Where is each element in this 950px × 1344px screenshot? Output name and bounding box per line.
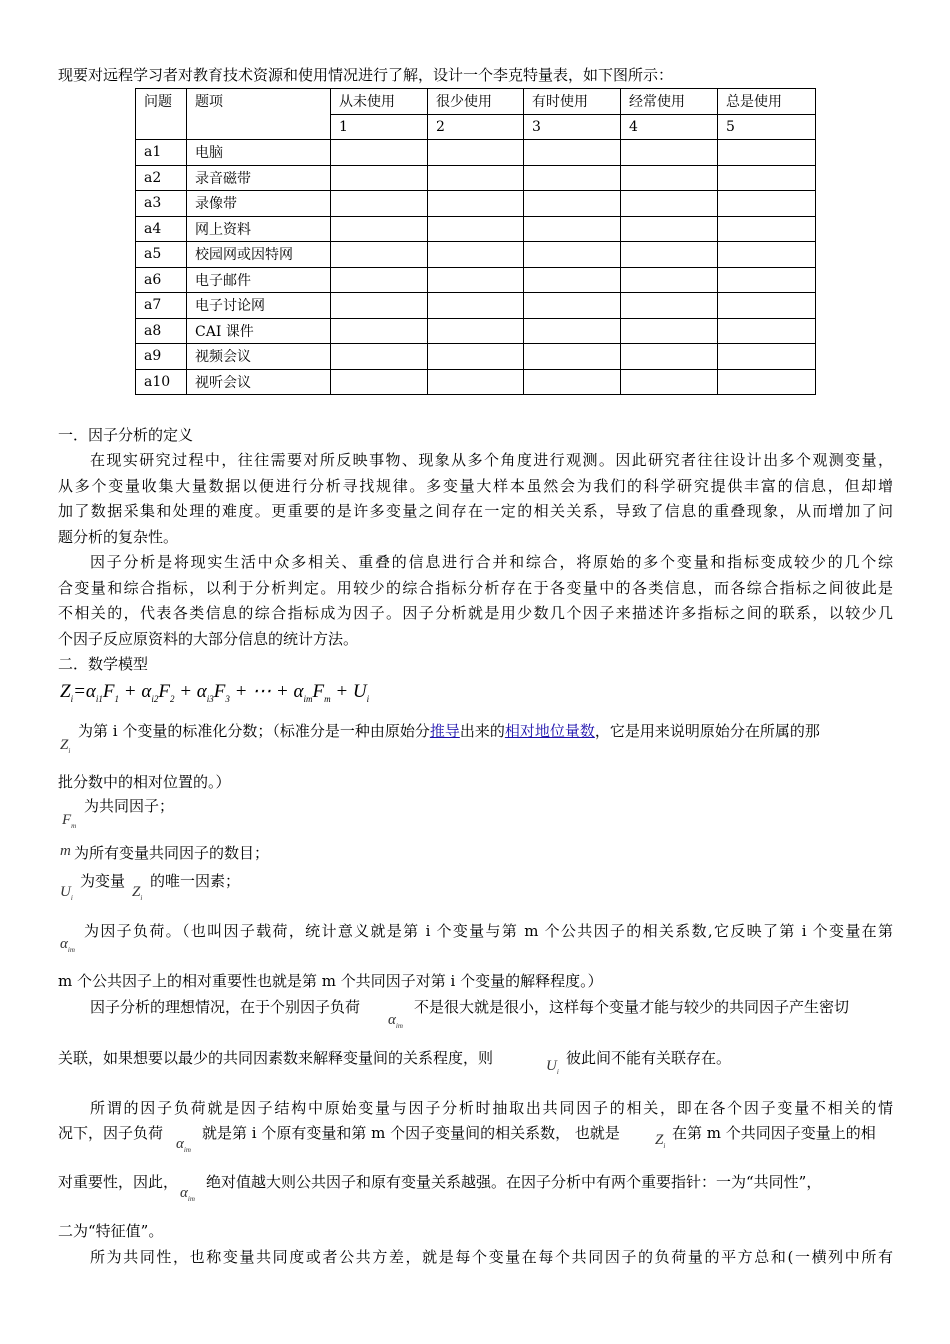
intro-text: 现要对远程学习者对教育技术资源和使用情况进行了解，设计一个李克特量表，如下图所示：	[58, 66, 674, 84]
u-definition-b: 的唯一因素；	[150, 872, 241, 890]
question-id-cell: a3	[136, 191, 187, 217]
u-symbol: $U_i$	[60, 884, 73, 902]
rating-cell	[524, 318, 621, 344]
p4-e: 对重要性，因此，	[58, 1173, 179, 1191]
alpha-symbol: $\alpha_{im}$	[180, 1185, 195, 1203]
table-row	[136, 165, 816, 191]
rating-cell	[331, 369, 428, 395]
alpha-symbol: $\alpha_{im}$	[60, 936, 75, 954]
rating-cell	[621, 242, 718, 268]
item-cell: 录像带	[187, 191, 331, 217]
table-row	[136, 191, 816, 217]
z-symbol: $Z_i$	[655, 1132, 666, 1150]
question-id-cell: a1	[136, 140, 187, 166]
paragraph-line: 加了数据采集和处理的难度。更重要的是许多变量之间存在一定的相关关系，导致了信息的重叠现象，从而增加了问	[58, 502, 893, 520]
rating-cell	[331, 293, 428, 319]
m-definition: 为所有变量共同因子的数目；	[74, 844, 270, 862]
paragraph-line: 在现实研究过程中，往往需要对所反映事物、现象从多个角度进行观测。因此研究者往往设计出多个观测变量，	[90, 451, 893, 469]
table-header-row	[136, 89, 816, 115]
question-id-cell: a5	[136, 242, 187, 268]
paragraph-line: 个因子反应原资料的大部分信息的统计方法。	[58, 630, 359, 648]
z-symbol: $Z_i$	[60, 737, 71, 755]
p4-c: 就是第 i 个原有变量和第 m 个因子变量间的相关系数， 也就是	[202, 1124, 620, 1142]
rating-cell	[524, 369, 621, 395]
item-cell: 网上资料	[187, 216, 331, 242]
rating-cell	[428, 165, 524, 191]
table-row	[136, 293, 816, 319]
rating-cell	[524, 216, 621, 242]
alpha-symbol: $\alpha_{im}$	[388, 1012, 403, 1030]
paragraph-line: 从多个变量收集大量数据以便进行分析寻找规律。多变量大样本虽然会为我们的科学研究提供丰富的信息，但却增	[58, 477, 893, 495]
rating-cell	[524, 140, 621, 166]
paragraph-line: 题分析的复杂性。	[58, 528, 179, 546]
rating-cell	[524, 344, 621, 370]
rating-cell	[428, 242, 524, 268]
link-derive[interactable]: 推导	[429, 722, 460, 740]
question-id-cell: a8	[136, 318, 187, 344]
rating-cell	[621, 344, 718, 370]
section-1-title: 一．因子分析的定义	[58, 426, 194, 444]
u-definition-a: 为变量	[80, 872, 126, 890]
table-row	[136, 140, 816, 166]
text: 出来的	[459, 722, 505, 740]
u-symbol: $U_i$	[546, 1058, 559, 1076]
rating-cell	[524, 293, 621, 319]
score-cell: 1	[331, 114, 428, 140]
rating-cell	[428, 216, 524, 242]
rating-cell	[718, 369, 816, 395]
rating-cell	[718, 140, 816, 166]
p5: 所为共同性，也称变量共同度或者公共方差，就是每个变量在每个共同因子的负荷量的平方总和(一横列中所有	[90, 1248, 893, 1266]
question-id-cell: a2	[136, 165, 187, 191]
header-cell: 有时使用	[524, 89, 621, 115]
rating-cell	[621, 293, 718, 319]
p4-f: 绝对值越大则公共因子和原有变量关系越强。在因子分析中有两个重要指针：一为“共同性”，	[206, 1173, 822, 1191]
paragraph-line: 因子分析是将现实生活中众多相关、重叠的信息进行合并和综合，将原始的多个变量和指标变成较少的几个综	[90, 553, 893, 571]
p4-b: 况下，因子负荷	[58, 1124, 164, 1142]
score-cell: 4	[621, 114, 718, 140]
text: 为第 i 个变量的标准化分数；（标准分是一种由原始分	[78, 722, 430, 740]
rating-cell	[331, 216, 428, 242]
z-definition	[78, 721, 820, 741]
header-cell: 总是使用	[718, 89, 816, 115]
table-row	[136, 216, 816, 242]
item-cell: 电子邮件	[187, 267, 331, 293]
rating-cell	[718, 293, 816, 319]
rating-cell	[331, 267, 428, 293]
rating-cell	[428, 369, 524, 395]
rating-cell	[621, 165, 718, 191]
header-cell: 问题	[136, 89, 187, 140]
question-id-cell: a9	[136, 344, 187, 370]
table-row	[136, 344, 816, 370]
item-cell: CAI 课件	[187, 318, 331, 344]
question-id-cell: a7	[136, 293, 187, 319]
rating-cell	[331, 140, 428, 166]
rating-cell	[331, 165, 428, 191]
header-cell: 题项	[187, 89, 331, 140]
header-cell: 很少使用	[428, 89, 524, 115]
p4-g: 二为“特征值”。	[58, 1222, 164, 1240]
rating-cell	[428, 191, 524, 217]
alpha-definition: 为因子负荷。（也叫因子载荷，统计意义就是第 i 个变量与第 m 个公共因子的相关系数,它反映了第 i 个变量在第	[84, 922, 893, 940]
p3-a: 因子分析的理想情况，在于个别因子负荷	[90, 998, 361, 1016]
f-symbol: $F_m$	[62, 812, 77, 830]
score-cell: 5	[718, 114, 816, 140]
rating-cell	[718, 242, 816, 268]
rating-cell	[428, 140, 524, 166]
rating-cell	[718, 216, 816, 242]
rating-cell	[428, 293, 524, 319]
item-cell: 视频会议	[187, 344, 331, 370]
p4-a: 所谓的因子负荷就是因子结构中原始变量与因子分析时抽取出共同因子的相关，即在各个因子变量不相关的情	[90, 1099, 893, 1117]
link-relative-position[interactable]: 相对地位量数	[504, 722, 595, 740]
rating-cell	[718, 165, 816, 191]
item-cell: 电脑	[187, 140, 331, 166]
rating-cell	[331, 318, 428, 344]
rating-cell	[428, 344, 524, 370]
p4-d: 在第 m 个共同因子变量上的相	[672, 1124, 876, 1142]
rating-cell	[331, 242, 428, 268]
rating-cell	[621, 216, 718, 242]
rating-cell	[524, 165, 621, 191]
z-symbol: $Z_i$	[132, 884, 143, 902]
paragraph-line: 不相关的，代表各类信息的综合指标成为因子。因子分析就是用少数几个因子来描述许多指标之间的联系，以较少几	[58, 604, 893, 622]
header-cell: 从未使用	[331, 89, 428, 115]
rating-cell	[331, 344, 428, 370]
z-definition-cont: 批分数中的相对位置的。）	[58, 773, 231, 791]
alpha-symbol: $\alpha_{im}$	[176, 1136, 191, 1154]
p3-d: 彼此间不能有关联存在。	[566, 1049, 732, 1067]
factor-model-formula: $Z_i=\alpha_{i1}F_1 + \alpha_{i2}F_2 + \alpha_{i3}F_3$ + ⋯ + $\alpha_{im}F_m + U_i$	[60, 681, 370, 704]
table-row	[136, 267, 816, 293]
question-id-cell: a10	[136, 369, 187, 395]
rating-cell	[428, 267, 524, 293]
text: ，它是用来说明原始分在所属的那	[594, 722, 820, 740]
item-cell: 视听会议	[187, 369, 331, 395]
rating-cell	[621, 140, 718, 166]
rating-cell	[621, 369, 718, 395]
rating-cell	[621, 318, 718, 344]
m-symbol: m	[60, 843, 71, 859]
table-row	[136, 369, 816, 395]
rating-cell	[524, 242, 621, 268]
rating-cell	[718, 318, 816, 344]
section-2-title: 二．数学模型	[58, 655, 149, 673]
item-cell: 电子讨论网	[187, 293, 331, 319]
p3-c: 关联，如果想要以最少的共同因素数来解释变量间的关系程度，则	[58, 1049, 494, 1067]
likert-table	[135, 88, 816, 395]
rating-cell	[718, 344, 816, 370]
table-row	[136, 242, 816, 268]
rating-cell	[718, 191, 816, 217]
rating-cell	[524, 267, 621, 293]
rating-cell	[428, 318, 524, 344]
rating-cell	[621, 191, 718, 217]
f-definition: 为共同因子；	[84, 797, 175, 815]
header-cell: 经常使用	[621, 89, 718, 115]
paragraph-line: 合变量和综合指标，以利于分析判定。用较少的综合指标分析存在于各变量中的各类信息，而各综合指标之间彼此是	[58, 579, 893, 597]
rating-cell	[331, 191, 428, 217]
rating-cell	[621, 267, 718, 293]
score-cell: 3	[524, 114, 621, 140]
item-cell: 录音磁带	[187, 165, 331, 191]
table-row	[136, 318, 816, 344]
alpha-definition-cont: m 个公共因子上的相对重要性也就是第 m 个共同因子对第 i 个变量的解释程度。）	[58, 972, 603, 990]
rating-cell	[718, 267, 816, 293]
question-id-cell: a6	[136, 267, 187, 293]
p3-b: 不是很大就是很小，这样每个变量才能与较少的共同因子产生密切	[414, 998, 850, 1016]
score-cell: 2	[428, 114, 524, 140]
item-cell: 校园网或因特网	[187, 242, 331, 268]
question-id-cell: a4	[136, 216, 187, 242]
rating-cell	[524, 191, 621, 217]
